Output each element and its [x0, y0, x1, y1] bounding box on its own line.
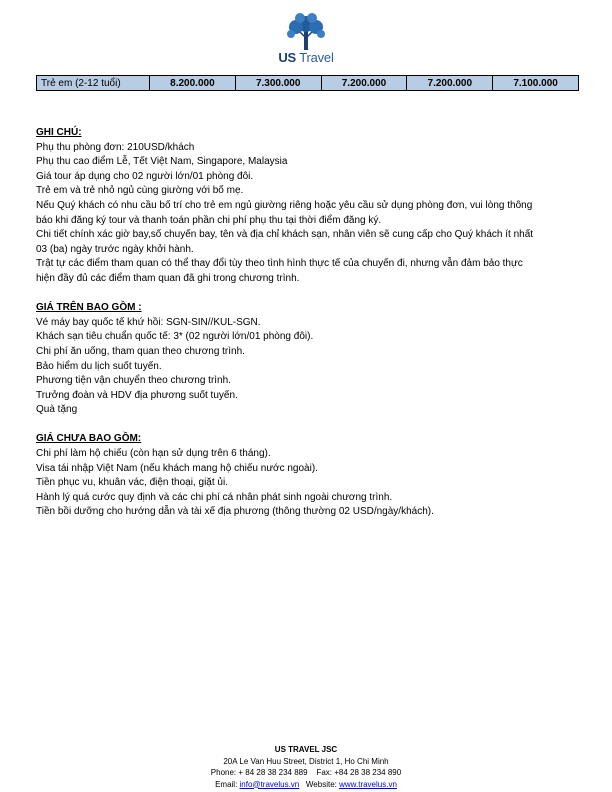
list-item: Chi phí ăn uống, tham quan theo chương trình.	[36, 345, 245, 357]
page-footer	[0, 744, 612, 790]
tour-terms	[36, 126, 581, 520]
list-item: Chi tiết chính xác giờ bay,số chuyến bay, tên và địa chỉ khách sạn, nhân viên sẽ cung cấp cho Quý khách ít nhất	[36, 229, 534, 241]
list-item: Visa tái nhập Việt Nam (nếu khách mang hộ chiếu nước ngoài).	[36, 462, 318, 474]
tree-icon	[272, 12, 340, 52]
table-row	[37, 76, 579, 91]
price-cell: 8.200.000	[150, 76, 236, 91]
list-item: báo khi đăng ký tour và thanh toán phần chi phí phụ thu tại thời điểm đăng ký.	[36, 214, 382, 226]
list-item: Vé máy bay quốc tế khứ hồi: SGN-SIN//KUL-SGN.	[36, 316, 261, 328]
section-heading: GIÁ CHƯA BAO GỒM:	[36, 433, 142, 445]
list-item: Giá tour áp dụng cho 02 người lớn/01 phòng đôi.	[36, 170, 254, 182]
list-item: Hành lý quá cước quy định và các chi phí cá nhân phát sinh ngoài chương trình.	[36, 491, 393, 503]
list-item: hiện đầy đủ các điểm tham quan đã ghi trong chương trình.	[36, 272, 300, 284]
company-name: US TRAVEL JSC	[274, 745, 338, 754]
row-label: Trẻ em (2-12 tuổi)	[37, 76, 150, 91]
contact-line	[0, 779, 612, 791]
logo-brand-travel: Travel	[299, 50, 334, 65]
price-cell: 7.100.000	[493, 76, 579, 91]
list-item: Trẻ em và trẻ nhỏ ngủ cùng giường với bố mẹ.	[36, 185, 244, 197]
list-item: Trật tự các điểm tham quan có thể thay đổi tùy theo tình hình thực tế của chuyến đi, nhưng vẫn đảm bảo thực	[36, 258, 523, 270]
list-item: Phụ thu phòng đơn: 210USD/khách	[36, 141, 195, 153]
email-label: Email:	[215, 779, 240, 789]
section-heading: GIÁ TRÊN BAO GỒM :	[36, 302, 142, 314]
logo-brand-us: US	[278, 50, 297, 65]
price-cell: 7.300.000	[235, 76, 321, 91]
list-item: Nếu Quý khách có nhu cầu bố trí cho trẻ em ngủ giường riêng hoặc yêu cầu sử dụng phòng đơn, vui lòng thông	[36, 199, 533, 211]
company-phone: Phone: + 84 28 38 234 889 Fax: +84 28 38 234 890	[210, 768, 402, 777]
website-label: Website:	[299, 779, 340, 789]
us-travel-logo	[272, 12, 340, 68]
email-link[interactable]: info@travelus.vn	[239, 779, 300, 789]
included-section	[36, 301, 581, 418]
website-link[interactable]: www.travelus.vn	[339, 779, 397, 789]
list-item: Trưởng đoàn và HDV địa phương suốt tuyến.	[36, 389, 238, 401]
list-item: Khách sạn tiêu chuẩn quốc tế: 3* (02 người lớn/01 phòng đôi).	[36, 331, 314, 343]
logo-wordmark	[272, 50, 340, 65]
company-address: 20A Le Van Huu Street, District 1, Ho Chi Minh	[223, 756, 389, 766]
list-item: Tiền phục vu, khuân vác, điện thoại, giặt ủi.	[36, 477, 228, 489]
list-item: Phương tiện vận chuyển theo chương trình.	[36, 375, 231, 387]
excluded-section	[36, 432, 581, 520]
section-heading: GHI CHÚ:	[36, 127, 82, 138]
list-item: 03 (ba) ngày trước ngày khởi hành.	[36, 243, 194, 255]
list-item: Tiền bồi dưỡng cho hướng dẫn và tài xế địa phương (thông thường 02 USD/ngày/khách).	[36, 506, 434, 518]
list-item: Phụ thu cao điểm Lễ, Tết Việt Nam, Singapore, Malaysia	[36, 156, 288, 168]
list-item: Quà tặng	[36, 404, 78, 416]
price-table	[36, 75, 579, 91]
notes-section	[36, 126, 581, 287]
price-cell: 7.200.000	[321, 76, 407, 91]
list-item: Bảo hiểm du lịch suốt tuyến.	[36, 360, 162, 372]
price-cell: 7.200.000	[407, 76, 493, 91]
list-item: Chi phí làm hộ chiếu (còn hạn sử dụng trên 6 tháng).	[36, 448, 271, 460]
